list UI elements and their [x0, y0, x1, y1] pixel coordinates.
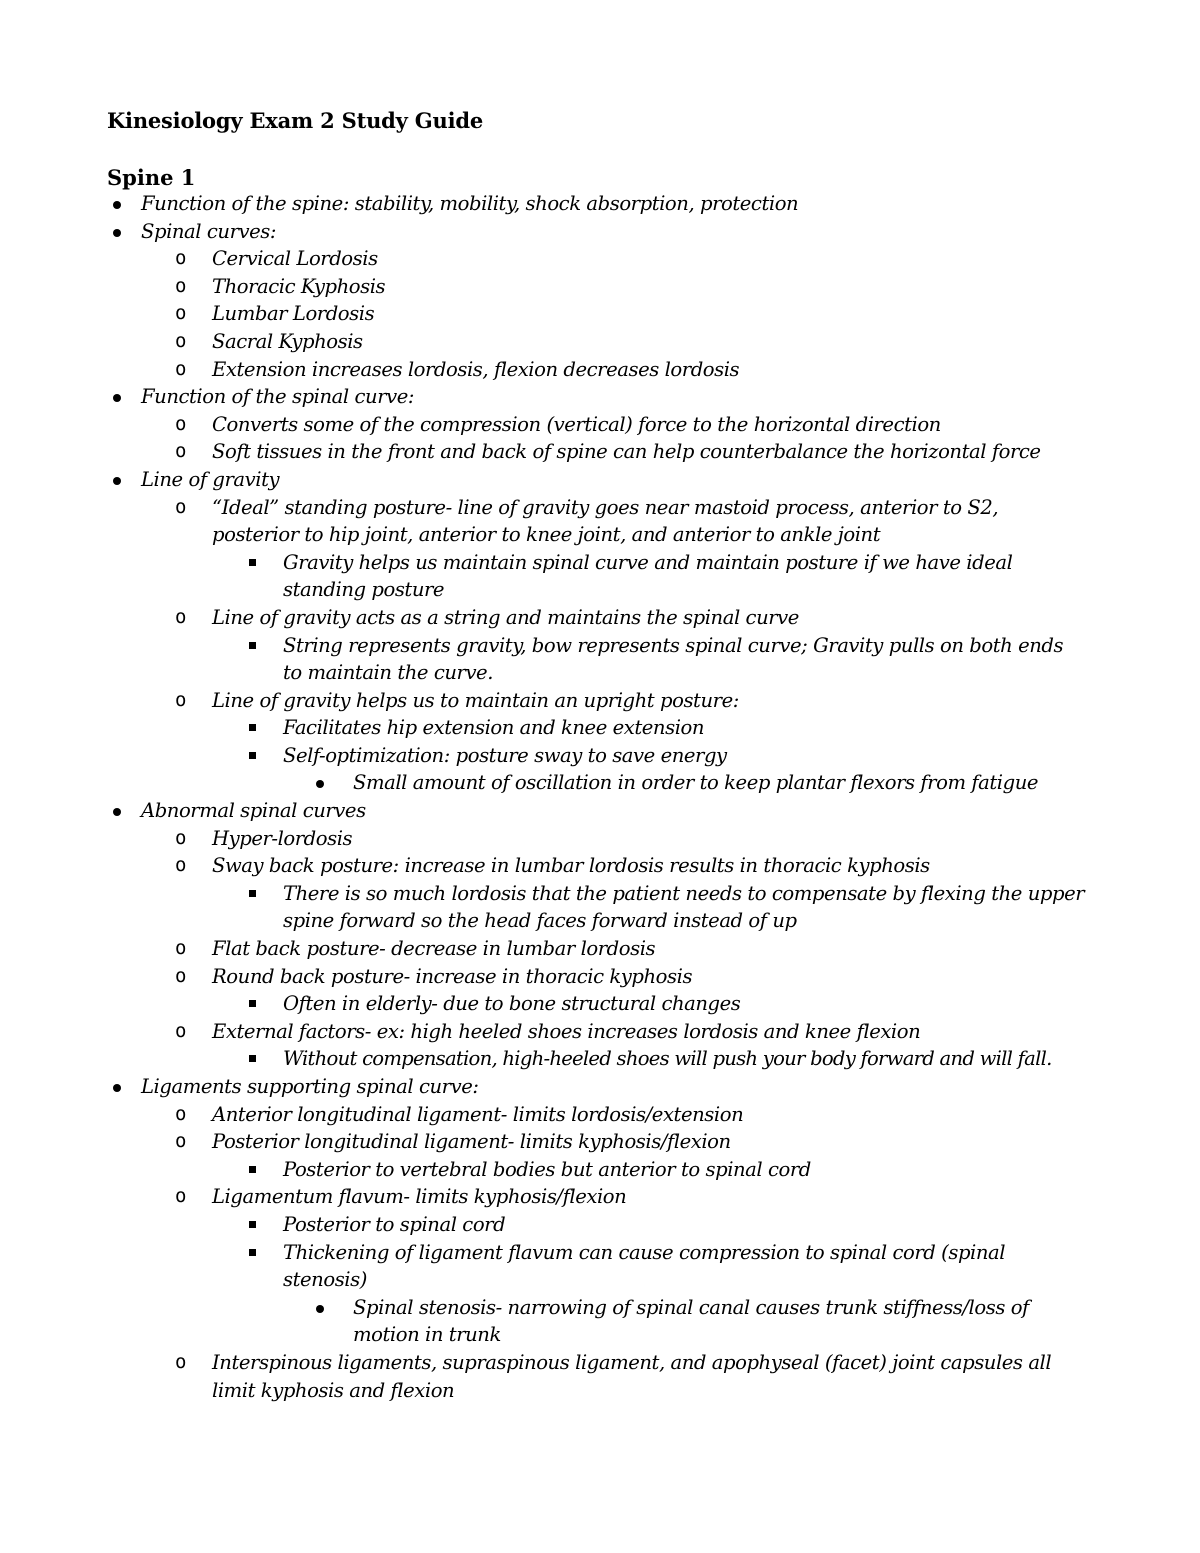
circle-bullet-icon: o — [175, 495, 186, 518]
bullet-icon — [316, 780, 324, 788]
circle-bullet-icon: o — [175, 329, 186, 352]
list-item: Small amount of oscillation in order to keep plantar flexors from fatigue — [0, 769, 1200, 797]
list-item: There is so much lordosis that the patient needs to compensate by flexing the upper spine forward so the head faces forward instead of up — [0, 880, 1200, 935]
list-item: String represents gravity, bow represents spinal curve; Gravity pulls on both ends to maintain the curve. — [0, 632, 1200, 687]
circle-bullet-icon: o — [175, 1019, 186, 1042]
square-bullet-icon — [249, 724, 256, 731]
bullet-icon — [316, 1305, 324, 1313]
bullet-icon — [113, 201, 121, 209]
circle-bullet-icon: o — [175, 412, 186, 435]
list-item: Self-optimization: posture sway to save energy — [0, 742, 1200, 770]
list-item: Function of the spine: stability, mobility, shock absorption, protection — [0, 190, 1200, 218]
bullet-icon — [113, 229, 121, 237]
bullet-icon — [113, 477, 121, 485]
circle-bullet-icon: o — [175, 1130, 186, 1153]
list-item: Facilitates hip extension and knee extension — [0, 714, 1200, 742]
list-item: o Lumbar Lordosis — [0, 300, 1200, 328]
list-item: Often in elderly- due to bone structural changes — [0, 990, 1200, 1018]
circle-bullet-icon: o — [175, 937, 186, 960]
square-bullet-icon — [249, 752, 256, 759]
square-bullet-icon — [249, 642, 256, 649]
circle-bullet-icon: o — [175, 274, 186, 297]
bullet-icon — [113, 1084, 121, 1092]
section-heading: Spine 1 — [107, 165, 196, 190]
list-item: o Posterior longitudinal ligament- limits kyphosis/flexion — [0, 1128, 1200, 1156]
circle-bullet-icon: o — [175, 964, 186, 987]
square-bullet-icon — [249, 1166, 256, 1173]
list-item: o Converts some of the compression (vertical) force to the horizontal direction — [0, 411, 1200, 439]
list-item: Line of gravity — [0, 466, 1200, 494]
list-item: Function of the spinal curve: — [0, 383, 1200, 411]
circle-bullet-icon: o — [175, 605, 186, 628]
list-item: o “Ideal” standing posture- line of gravity goes near mastoid process, anterior to S2, posterior to hip joint, anterior to knee joint, and anterior to ankle joint — [175, 495, 999, 547]
square-bullet-icon — [249, 1249, 256, 1256]
list-item: o Extension increases lordosis, flexion decreases lordosis — [0, 356, 1200, 384]
circle-bullet-icon: o — [175, 302, 186, 325]
list-item: o Soft tissues in the front and back of spine can help counterbalance the horizontal force — [0, 438, 1200, 466]
list-item: Thickening of ligament flavum can cause compression to spinal cord (spinal stenosis) — [0, 1239, 1200, 1294]
bullet-icon — [113, 394, 121, 402]
circle-bullet-icon: o — [175, 247, 186, 270]
list-item: o Sway back posture: increase in lumbar lordosis results in thoracic kyphosis — [0, 852, 1200, 880]
list-item: o Cervical Lordosis — [0, 245, 1200, 273]
circle-bullet-icon: o — [175, 826, 186, 849]
list-item: o Thoracic Kyphosis — [0, 273, 1200, 301]
square-bullet-icon — [249, 1055, 256, 1062]
list-item: Posterior to spinal cord — [0, 1211, 1200, 1239]
list-item: o Flat back posture- decrease in lumbar lordosis — [0, 935, 1200, 963]
square-bullet-icon — [249, 890, 256, 897]
list-item: o Anterior longitudinal ligament- limits lordosis/extension — [0, 1101, 1200, 1129]
circle-bullet-icon: o — [175, 440, 186, 463]
outline-list — [0, 190, 1200, 1404]
list-item: Without compensation, high-heeled shoes will push your body forward and will fall. — [0, 1045, 1200, 1073]
circle-bullet-icon: o — [175, 688, 186, 711]
list-item: o Line of gravity helps us to maintain an upright posture: — [0, 687, 1200, 715]
list-item: Posterior to vertebral bodies but anterior to spinal cord — [0, 1156, 1200, 1184]
circle-bullet-icon: o — [175, 357, 186, 380]
square-bullet-icon — [249, 559, 256, 566]
list-item: o Ligamentum flavum- limits kyphosis/flexion — [0, 1183, 1200, 1211]
bullet-icon — [113, 808, 121, 816]
list-item: o Sacral Kyphosis — [0, 328, 1200, 356]
square-bullet-icon — [249, 1221, 256, 1228]
document-title: Kinesiology Exam 2 Study Guide — [107, 108, 483, 133]
list-item: o Round back posture- increase in thoracic kyphosis — [0, 963, 1200, 991]
circle-bullet-icon: o — [175, 1185, 186, 1208]
list-item: Spinal curves: — [0, 218, 1200, 246]
list-item: o Interspinous ligaments, supraspinous ligament, and apophyseal (facet) joint capsules all limit kyphosis and flexion — [175, 1350, 1052, 1402]
list-item: o Line of gravity acts as a string and maintains the spinal curve — [0, 604, 1200, 632]
circle-bullet-icon: o — [175, 1350, 186, 1373]
circle-bullet-icon: o — [175, 854, 186, 877]
list-item: Ligaments supporting spinal curve: — [0, 1073, 1200, 1101]
list-item: Abnormal spinal curves — [0, 797, 1200, 825]
list-item: o External factors- ex: high heeled shoes increases lordosis and knee flexion — [0, 1018, 1200, 1046]
list-item: Gravity helps us maintain spinal curve and maintain posture if we have ideal standing posture — [0, 549, 1200, 604]
list-item: o Hyper-lordosis — [0, 825, 1200, 853]
circle-bullet-icon: o — [175, 1102, 186, 1125]
square-bullet-icon — [249, 1000, 256, 1007]
list-item: Spinal stenosis- narrowing of spinal canal causes trunk stiffness/loss of motion in trunk — [0, 1294, 1200, 1349]
